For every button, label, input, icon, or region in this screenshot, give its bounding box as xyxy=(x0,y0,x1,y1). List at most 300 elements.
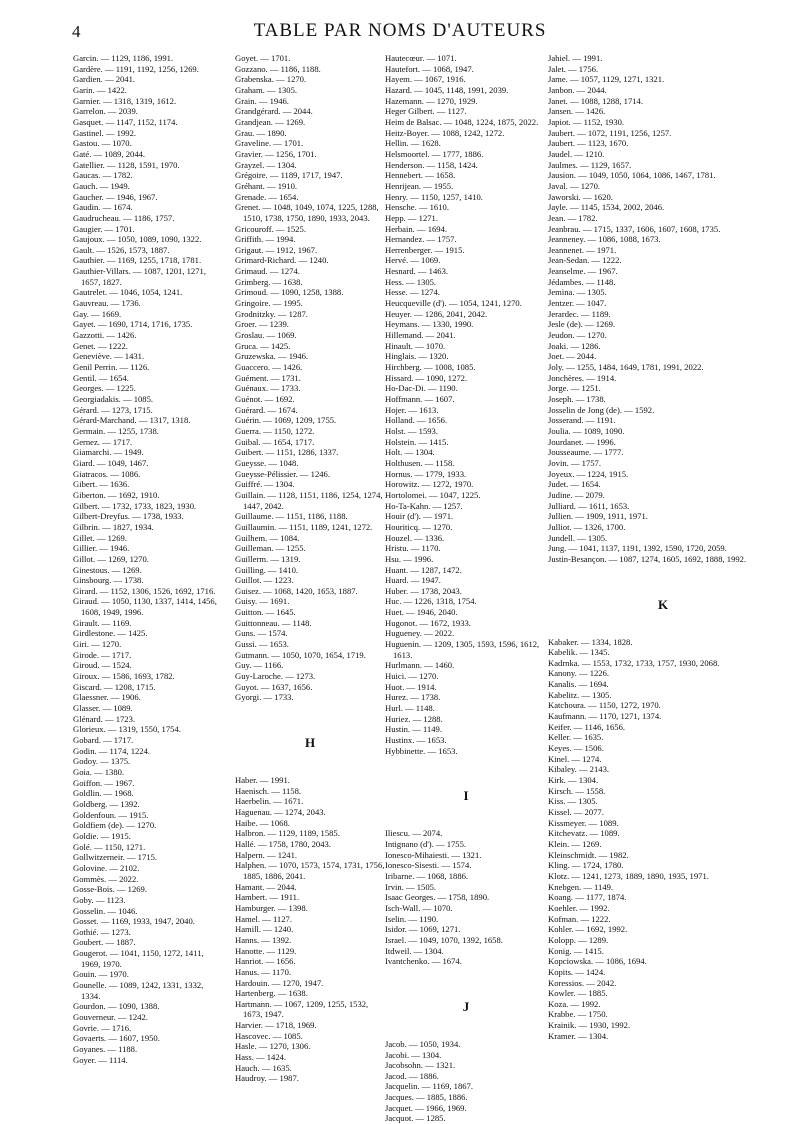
index-entry: Hartenberg. — 1638. xyxy=(235,988,308,999)
index-entry: Heim de Balsac. — 1048, 1224, 1875, 2022. xyxy=(385,116,539,127)
index-entry: Godin. — 1174, 1224. xyxy=(73,745,151,756)
index-entry: Josserand. — 1191. xyxy=(548,415,616,426)
index-entry: Hennebert. — 1658. xyxy=(385,170,456,181)
index-entry: Gosselin. — 1046. xyxy=(73,905,138,916)
index-entry: Giri. — 1270. xyxy=(73,639,122,650)
index-entry: Halbron. — 1129, 1189, 1585. xyxy=(235,828,340,839)
index-entry: Hauch. — 1635. xyxy=(235,1062,292,1073)
index-entry: Ginestous. — 1269. xyxy=(73,564,142,575)
index-entry: Konig. — 1415. xyxy=(548,945,604,956)
index-entry: Janet. — 1088, 1288, 1714. xyxy=(548,95,644,106)
section-letter: H xyxy=(304,735,316,751)
index-entry: Gay. — 1669. xyxy=(73,308,122,319)
index-entry: Joly. — 1255, 1484, 1649, 1781, 1991, 2022. xyxy=(548,362,704,373)
index-entry: Gouin. — 1970. xyxy=(73,969,129,980)
index-entry: Heger Gilbert. — 1127. xyxy=(385,106,467,117)
index-entry: Giard. — 1049, 1467. xyxy=(73,457,149,468)
index-entry: Hautecœur. — 1071. xyxy=(385,53,457,63)
index-entry: Huot. — 1914. xyxy=(385,681,437,692)
index-entry: Goyer. — 1114. xyxy=(73,1054,128,1065)
index-entry: Kolopp. — 1289. xyxy=(548,934,609,945)
index-entry: Gruzewska. — 1946. xyxy=(235,351,309,362)
index-entry: Gollwitzerneir. — 1715. xyxy=(73,852,158,863)
index-entry: Gayet. — 1690, 1714, 1716, 1735. xyxy=(73,319,193,330)
index-entry: Klein. — 1269. xyxy=(548,838,602,849)
index-entry: Houzel. — 1336. xyxy=(385,532,445,543)
index-entry: Holstein. — 1415. xyxy=(385,436,449,447)
index-entry: Klotz. — 1241, 1273, 1889, 1890, 1935, 1971. xyxy=(548,870,709,881)
index-entry: Gibert. — 1636. xyxy=(73,479,130,490)
index-entry: Japiot. — 1152, 1930. xyxy=(548,116,625,127)
index-entry: Hamant. — 2044. xyxy=(235,881,297,892)
index-entry: Ionesco-Mihaiesti. — 1321. xyxy=(385,849,482,860)
index-entry: Gyorgi. — 1733. xyxy=(235,692,294,703)
index-entry: Koressios. — 2042. xyxy=(548,977,617,988)
index-entry: Gilbrin. — 1827, 1934. xyxy=(73,521,154,532)
section-letter: K xyxy=(657,596,669,612)
index-entry: Huriez. — 1288. xyxy=(385,713,443,724)
index-entry: Guisy. — 1691. xyxy=(235,596,290,607)
index-entry: Iliescu. — 2074. xyxy=(385,828,443,839)
index-entry: Gruca. — 1425. xyxy=(235,340,291,351)
index-entry: Girdlestone. — 1425. xyxy=(73,628,148,639)
index-entry: Hugonot. — 1672, 1933. xyxy=(385,617,471,628)
index-entry: Kofman. — 1222. xyxy=(548,913,611,924)
index-entry: Keyes. — 1506. xyxy=(548,743,604,754)
index-entry: Jeanbrau. — 1715, 1337, 1606, 1607, 1608, 1735. xyxy=(548,223,721,234)
index-entry: Godoy. — 1375. xyxy=(73,756,131,767)
index-entry: Glasser. — 1089. xyxy=(73,703,133,714)
index-entry: Hervé. — 1069. xyxy=(385,255,441,266)
index-entry: Grayzel. — 1304. xyxy=(235,159,297,170)
index-entry: Giroud. — 1524. xyxy=(73,660,132,671)
index-entry: Gaucas. — 1782. xyxy=(73,170,133,181)
index-entry: Jahiel. — 1991. xyxy=(548,53,603,63)
index-entry: Ginsbourg. — 1738. xyxy=(73,575,144,586)
index-entry: Israel. — 1049, 1070, 1392, 1658. xyxy=(385,934,503,945)
index-entry: Jaworski. — 1620. xyxy=(548,191,613,202)
index-entry: Krainik. — 1930, 1992. xyxy=(548,1020,631,1031)
index-entry: Jacquelin. — 1169, 1867. xyxy=(385,1081,473,1092)
index-entry: Goldberg. — 1392. xyxy=(73,798,140,809)
index-entry: Kirsch. — 1558. xyxy=(548,785,606,796)
page-number: 4 xyxy=(72,22,81,41)
index-entry: Jung. — 1041, 1137, 1191, 1392, 1590, 1720, 2059. xyxy=(548,543,727,554)
index-entry: Gueysse. — 1048. xyxy=(235,457,299,468)
index-entry: Gauvreau. — 1736. xyxy=(73,298,141,309)
index-entry: Joyeux. — 1224, 1915. xyxy=(548,468,629,479)
index-entry: Genet. — 1222. xyxy=(73,340,128,351)
index-entry: Gardien. — 2041. xyxy=(73,74,136,85)
index-entry: Jayle. — 1145, 1534, 2002, 2046. xyxy=(548,202,665,213)
index-entry: Ho-Dac-Di. — 1190. xyxy=(385,383,458,394)
index-entry: Jacobsohn. — 1321. xyxy=(385,1060,456,1071)
index-entry: Huant. — 1287, 1472. xyxy=(385,564,462,575)
index-entry: Hissard. — 1090, 1272. xyxy=(385,372,468,383)
index-entry: Hortolomei. — 1047, 1225. xyxy=(385,489,481,500)
index-entry: Gernez. — 1717. xyxy=(73,436,133,447)
index-entry: Koza. — 1992. xyxy=(548,998,601,1009)
index-entry: Glénard. — 1723. xyxy=(73,713,136,724)
index-entry: Guibert. — 1151, 1286, 1337. xyxy=(235,447,339,458)
index-entry: Krabbe. — 1750. xyxy=(548,1009,608,1020)
index-entry: Jullien. — 1909, 1911, 1971. xyxy=(548,511,648,522)
index-entry: Golé. — 1150, 1271. xyxy=(73,841,146,852)
index-entry: Kohler. — 1692, 1992. xyxy=(548,924,628,935)
index-entry: Hanriot. — 1656. xyxy=(235,956,296,967)
index-entry: Guilhem. — 1084. xyxy=(235,532,300,543)
index-entry: Kadrnka. — 1553, 1732, 1733, 1757, 1930, 2068. xyxy=(548,657,720,668)
index-entry: Genil Perrin. — 1126. xyxy=(73,362,150,373)
index-entry: Knebgen. — 1149. xyxy=(548,881,614,892)
page-title: TABLE PAR NOMS D'AUTEURS xyxy=(253,20,547,41)
index-entry: Haerbelin. — 1671. xyxy=(235,796,304,807)
index-entry: Haenisch. — 1158. xyxy=(235,785,302,796)
index-entry: Kanalis. — 1694. xyxy=(548,679,609,690)
index-entry: Haudroy. — 1987. xyxy=(235,1073,299,1084)
index-entry: Gaucher. — 1946, 1967. xyxy=(73,191,158,202)
index-entry: Girode. — 1717. xyxy=(73,649,132,660)
index-entry: Hurez. — 1738. xyxy=(385,692,441,703)
index-entry: Kinel. — 1274. xyxy=(548,753,602,764)
index-entry: Goby. — 1123. xyxy=(73,894,126,905)
index-entry: Kling. — 1724, 1780. xyxy=(548,860,624,871)
index-entry: Gaudrucheau. — 1186, 1757. xyxy=(73,212,175,223)
index-entry: Hurlmann. — 1460. xyxy=(385,660,455,671)
index-entry: Gilbert-Dreyfus. — 1738, 1933. xyxy=(73,511,184,522)
index-entry: Hazard. — 1045, 1148, 1991, 2039. xyxy=(385,84,509,95)
index-entry: Jemina. — 1305. xyxy=(548,287,607,298)
index-entry: Janbon. — 2044. xyxy=(548,84,607,95)
index-entry: Grau. — 1890. xyxy=(235,127,287,138)
index-entry: Kowler. — 1885. xyxy=(548,988,608,999)
index-entry: Huici. — 1270. xyxy=(385,671,439,682)
index-entry: Gillier. — 1946. xyxy=(73,543,130,554)
index-entry: Haguenau. — 1274, 2043. xyxy=(235,807,326,817)
index-entry: Jeudon. — 1270. xyxy=(548,330,607,341)
index-entry: Hristu. — 1170. xyxy=(385,543,441,554)
index-entry: Gouverneur. — 1242. xyxy=(73,1012,148,1023)
index-entry: Hamburger. — 1398. xyxy=(235,902,308,913)
index-entry: Grenade. — 1654. xyxy=(235,191,299,202)
index-entry: Joaki. — 1286. xyxy=(548,340,601,351)
index-entry: Jorge. — 1251. xyxy=(548,383,601,394)
index-entry: Gosset. — 1169, 1933, 1947, 2040. xyxy=(73,916,195,927)
index-entry: Holland. — 1656. xyxy=(385,415,448,426)
index-entry: Hanus. — 1170. xyxy=(235,966,292,977)
index-entry: Hurl. — 1148. xyxy=(385,703,435,714)
index-entry: Hasle. — 1270, 1306. xyxy=(235,1041,311,1052)
index-entry: Grimard-Richard. — 1240. xyxy=(235,255,329,266)
index-entry: Guérard. — 1674. xyxy=(235,404,298,415)
index-entry: Koang. — 1177, 1874. xyxy=(548,892,627,903)
index-entry: Golovine. — 2102. xyxy=(73,862,140,873)
index-entry: Jaudel. — 1210. xyxy=(548,148,605,159)
index-entry: Geneviève. — 1431. xyxy=(73,351,145,362)
index-entry: Henry. — 1150, 1257, 1410. xyxy=(385,191,483,202)
index-entry: Hybbinette. — 1653. xyxy=(385,745,458,756)
index-entry: Hirchberg. — 1008, 1085. xyxy=(385,362,476,373)
index-entry: Guittonneau. — 1148. xyxy=(235,617,312,628)
index-entry: Gothié. — 1273. xyxy=(73,926,131,937)
index-entry: Girard. — 1152, 1306, 1526, 1692, 1716. xyxy=(73,585,216,596)
index-entry: Isch-Wall. — 1070. xyxy=(385,902,453,913)
index-entry: Huard. — 1947. xyxy=(385,575,441,586)
index-entry: Kissmeyer. — 1089. xyxy=(548,817,619,828)
index-entry: Kabelik. — 1345. xyxy=(548,647,610,658)
index-entry: Guyot. — 1637, 1656. xyxy=(235,681,313,692)
index-entry: Giatracos. — 1086. xyxy=(73,468,141,479)
section-letter: I xyxy=(463,788,469,804)
index-entry: Gastou. — 1070. xyxy=(73,138,132,149)
index-entry: Kramer. — 1304. xyxy=(548,1030,609,1041)
index-entry: Kirk. — 1304. xyxy=(548,775,599,786)
index-entry: Heuyer. — 1286, 2041, 2042. xyxy=(385,308,488,319)
index-entry: Horowitz. — 1272, 1970. xyxy=(385,479,474,490)
index-entry: Jousseaume. — 1777. xyxy=(548,447,624,458)
index-entry: Heucqueville (d'). — 1054, 1241, 1270. xyxy=(385,298,522,309)
index-entry: Gérard-Marchand. — 1317, 1318. xyxy=(73,415,191,426)
index-entry: Iselin. — 1190. xyxy=(385,913,439,924)
index-entry: Georgiadakis. — 1085. xyxy=(73,394,154,404)
index-entry: Haber. — 1991. xyxy=(235,775,290,786)
index-entry: Gommès. — 2022. xyxy=(73,873,139,884)
index-entry: Germain. — 1255, 1738. xyxy=(73,425,159,436)
index-entry: Goubert. — 1887. xyxy=(73,937,136,948)
index-entry: Guns. — 1574. xyxy=(235,628,288,639)
index-entry: Gourdon. — 1090, 1388. xyxy=(73,1001,160,1012)
index-entry: Kopits. — 1424. xyxy=(548,966,606,977)
index-entry: Julliot. — 1326, 1700. xyxy=(548,521,626,532)
index-entry: Gréhant. — 1910. xyxy=(235,180,298,191)
index-entry: Hass. — 1424. xyxy=(235,1052,287,1063)
index-entry: Goldfiem (de). — 1270. xyxy=(73,820,157,831)
index-entry: Guerra. — 1150, 1272. xyxy=(235,425,315,436)
index-entry: Jaubert. — 1123, 1670. xyxy=(548,138,629,149)
index-entry: Holthusen. — 1158. xyxy=(385,457,455,468)
index-entry: Gilbert. — 1732, 1733, 1823, 1930. xyxy=(73,500,197,511)
index-entry: Jean-Sedan. — 1222. xyxy=(548,255,622,266)
index-entry: Herbain. — 1694. xyxy=(385,223,448,234)
index-entry: Gaudin. — 1674. xyxy=(73,202,133,213)
index-entry: Jean. — 1782. xyxy=(548,212,598,223)
index-entry: Katchoura. — 1150, 1272, 1970. xyxy=(548,700,661,711)
index-entry: Intignano (d'). — 1755. xyxy=(385,838,467,849)
index-entry: Guillot. — 1223. xyxy=(235,575,294,586)
index-entry: Govaerts. — 1607, 1950. xyxy=(73,1033,160,1044)
index-entry: Guillaume. — 1151, 1186, 1188. xyxy=(235,511,348,522)
index-entry: Jacod. — 1886. xyxy=(385,1070,439,1081)
index-entry: Justin-Besançon. — 1087, 1274, 1605, 1692, 1888, 1992. xyxy=(548,553,747,564)
index-column-1 xyxy=(73,53,223,1065)
index-entry: Guénot. — 1692. xyxy=(235,394,295,404)
index-entry: Jovin. — 1757. xyxy=(548,457,601,468)
index-entry: Keifer. — 1146, 1656. xyxy=(548,721,626,732)
index-entry: Guaccero. — 1426. xyxy=(235,362,303,373)
index-entry: Grabenska. — 1270. xyxy=(235,74,307,85)
index-entry: Jerardec. — 1189. xyxy=(548,308,611,319)
index-entry: Jalet. — 1756. xyxy=(548,63,599,74)
index-entry: Hayem. — 1067, 1916. xyxy=(385,74,466,85)
index-column-4 xyxy=(548,53,778,1041)
index-entry: Heymans. — 1330, 1990. xyxy=(385,319,474,330)
index-entry: Jaubert. — 1072, 1191, 1256, 1257. xyxy=(548,127,672,138)
index-entry: Hoffmann. — 1607. xyxy=(385,394,455,404)
index-entry: Gravier. — 1256, 1701. xyxy=(235,148,317,159)
index-entry: Girault. — 1169. xyxy=(73,617,132,628)
index-entry: Guiffré. — 1304. xyxy=(235,479,295,490)
index-entry: Grandgérard. — 2044. xyxy=(235,106,313,117)
index-entry: Kitchevatz. — 1089. xyxy=(548,828,620,839)
index-entry: Joet. — 2044. xyxy=(548,351,597,362)
index-entry: Gaté. — 1089, 2044. xyxy=(73,148,146,159)
index-entry: Gardère. — 1191, 1192, 1256, 1269. xyxy=(73,63,199,74)
index-entry: Gueysse-Pélissier. — 1246. xyxy=(235,468,331,479)
index-entry: Hernandez. — 1757. xyxy=(385,234,457,245)
index-entry: Jeanneney. — 1086, 1088, 1673. xyxy=(548,234,661,245)
index-entry: Gatellier. — 1128, 1591, 1970. xyxy=(73,159,180,170)
index-entry: Guibal. — 1654, 1717. xyxy=(235,436,315,447)
index-entry: Guilling. — 1410. xyxy=(235,564,299,575)
index-entry: Gosse-Bois. — 1269. xyxy=(73,884,148,895)
index-entry: Hillemand. — 2041. xyxy=(385,330,456,341)
index-entry: Guément. — 1731. xyxy=(235,372,301,383)
index-entry: Glaessner. — 1906. xyxy=(73,692,141,703)
index-entry: Josselin de Jong (de). — 1592. xyxy=(548,404,655,415)
index-entry: Gougerot. — 1041, 1150, 1272, 1411, 1969, 1970. xyxy=(73,948,204,969)
index-column-2 xyxy=(235,53,385,1084)
index-entry: Hamill. — 1240. xyxy=(235,924,294,935)
index-entry: Giamarchi. — 1949. xyxy=(73,447,144,458)
index-entry: Hesse. — 1274. xyxy=(385,287,440,298)
index-entry: Jeanselme. — 1967. xyxy=(548,266,618,277)
index-entry: Gaujoux. — 1050, 1089, 1090, 1322. xyxy=(73,234,202,245)
index-entry: Jeannenet. — 1971. xyxy=(548,244,617,255)
index-entry: Koehler. — 1992. xyxy=(548,902,610,913)
index-entry: Gounelle. — 1089, 1242, 1331, 1332, 1334. xyxy=(73,980,204,1001)
index-entry: Gobard. — 1717. xyxy=(73,735,134,745)
index-entry: Gricouroff. — 1525. xyxy=(235,223,306,234)
index-entry: Ionesco-Sisesti. — 1574. xyxy=(385,860,472,871)
index-entry: Gillot. — 1269, 1270. xyxy=(73,553,149,564)
index-entry: Kaufmann. — 1170, 1271, 1374. xyxy=(548,711,662,722)
author-index xyxy=(73,53,778,1124)
index-entry: Haibe. — 1068. xyxy=(235,817,290,828)
index-entry: Hepp. — 1271. xyxy=(385,212,438,223)
index-entry: Gutmann. — 1050, 1070, 1654, 1719. xyxy=(235,649,366,660)
index-entry: Henderson. — 1158, 1424. xyxy=(385,159,478,170)
index-entry: Gillet. — 1269. xyxy=(73,532,127,543)
index-entry: Halpern. — 1241. xyxy=(235,849,298,860)
index-entry: Goyet. — 1701. xyxy=(235,53,291,63)
index-column-3 xyxy=(385,53,547,1124)
index-entry: Hanns. — 1392. xyxy=(235,934,292,945)
section-letter: J xyxy=(462,998,470,1014)
index-entry: Garnier. — 1318, 1319, 1612. xyxy=(73,95,177,106)
index-entry: Huet. — 1946, 2040. xyxy=(385,607,458,618)
index-entry: Kibaley. — 2143. xyxy=(548,764,610,775)
index-entry: Holst. — 1593. xyxy=(385,425,438,436)
index-entry: Itdweil. — 1304. xyxy=(385,945,444,956)
index-entry: Kleinschmidt. — 1982. xyxy=(548,849,629,860)
index-entry: Ho-Ta-Kahn. — 1257. xyxy=(385,500,463,511)
index-entry: Guillaumin. — 1151, 1189, 1241, 1272. xyxy=(235,521,373,532)
index-entry: Jacquet. — 1966, 1969. xyxy=(385,1102,467,1113)
index-entry: Houir (d'). — 1971. xyxy=(385,511,454,522)
index-entry: Gaugier. — 1701. xyxy=(73,223,135,234)
index-entry: Grimoud. — 1090, 1258, 1388. xyxy=(235,287,344,298)
index-entry: Jentzer. — 1047. xyxy=(548,298,607,309)
index-entry: Isaac Georges. — 1758, 1890. xyxy=(385,892,490,903)
index-entry: Heitz-Boyer. — 1088, 1242, 1272. xyxy=(385,127,505,138)
index-entry: Kanony. — 1226. xyxy=(548,668,610,679)
index-entry: Graveline. — 1701. xyxy=(235,138,304,149)
index-entry: Ivantchenko. — 1674. xyxy=(385,956,462,967)
index-entry: Hartmann. — 1067, 1209, 1255, 1532, 1673, 1947. xyxy=(235,998,369,1020)
index-entry: Guilleman. — 1255. xyxy=(235,543,306,554)
index-entry: Goldlin. — 1968. xyxy=(73,788,134,799)
index-entry: Hsu. — 1996. xyxy=(385,553,434,564)
index-entry: Giberton. — 1692, 1910. xyxy=(73,489,160,500)
index-entry: Giscard. — 1208, 1715. xyxy=(73,681,156,692)
index-entry: Goldenfoun. — 1915. xyxy=(73,809,149,820)
index-entry: Javal. — 1270. xyxy=(548,180,601,191)
index-entry: Goldie. — 1915. xyxy=(73,830,131,841)
index-entry: Hornus. — 1779, 1933. xyxy=(385,468,467,479)
index-entry: Jaulmes. — 1129, 1657. xyxy=(548,159,632,170)
index-entry: Hensche. — 1610. xyxy=(385,202,449,213)
index-entry: Hustinx. — 1653. xyxy=(385,735,447,745)
index-entry: Govrie. — 1716. xyxy=(73,1022,132,1033)
index-entry: Groslau. — 1069. xyxy=(235,330,297,341)
index-entry: Keller. — 1635. xyxy=(548,732,604,743)
index-entry: Jédambes. — 1148. xyxy=(548,276,616,287)
index-entry: Harvier. — 1718, 1969. xyxy=(235,1020,317,1031)
index-entry: Judet. — 1654. xyxy=(548,479,601,490)
index-entry: Hallé. — 1758, 1780, 2043. xyxy=(235,838,331,849)
index-entry: Jacquot. — 1285. xyxy=(385,1113,446,1124)
index-entry: Jourdanet. — 1996. xyxy=(548,436,616,447)
index-entry: Hess. — 1305. xyxy=(385,276,437,287)
index-entry: Gasquet. — 1147, 1152, 1174. xyxy=(73,116,178,127)
index-entry: Giraud. — 1050, 1130, 1337, 1414, 1456, 1608, 1949, 1996. xyxy=(73,596,217,618)
index-entry: Grodnitzky. — 1287. xyxy=(235,308,308,319)
index-entry: Goiffon. — 1967. xyxy=(73,777,135,788)
index-entry: Hascovec. — 1085. xyxy=(235,1030,303,1041)
index-entry: Henrijean. — 1955. xyxy=(385,180,454,191)
index-entry: Jausion. — 1049, 1050, 1064, 1086, 1467, 1781. xyxy=(548,170,716,181)
index-entry: Houriticq. — 1270. xyxy=(385,521,453,532)
index-entry: Helsmoortel. — 1777, 1886. xyxy=(385,148,484,159)
index-entry: Guillerm. — 1319. xyxy=(235,553,301,564)
index-entry: Groer. — 1239. xyxy=(235,319,289,330)
index-entry: Grigaut. — 1912, 1967. xyxy=(235,244,318,255)
index-entry: Grimberg. — 1638. xyxy=(235,276,303,287)
index-entry: Hustin. — 1149. xyxy=(385,724,442,735)
index-entry: Gentil. — 1654. xyxy=(73,372,129,383)
index-entry: Garrelon. — 2039. xyxy=(73,106,138,117)
index-entry: Kissel. — 2077. xyxy=(548,807,604,817)
index-entry: Georges. — 1225. xyxy=(73,383,136,394)
index-entry: Hardouin. — 1270, 1947. xyxy=(235,977,324,988)
index-entry: Jacques. — 1885, 1886. xyxy=(385,1092,468,1103)
index-entry: Gazzotti. — 1426. xyxy=(73,330,137,341)
index-entry: Hinglais. — 1320. xyxy=(385,351,449,362)
index-entry: Graham. — 1305. xyxy=(235,84,298,95)
index-entry: Gauthier-Villars. — 1087, 1201, 1271, 1657, 1827. xyxy=(73,266,206,287)
index-entry: Grimaud. — 1274. xyxy=(235,266,300,277)
index-entry: Grenet. — 1048, 1049, 1074, 1225, 1288, 1510, 1738, 1750, 1890, 1933, 2043. xyxy=(235,202,379,223)
